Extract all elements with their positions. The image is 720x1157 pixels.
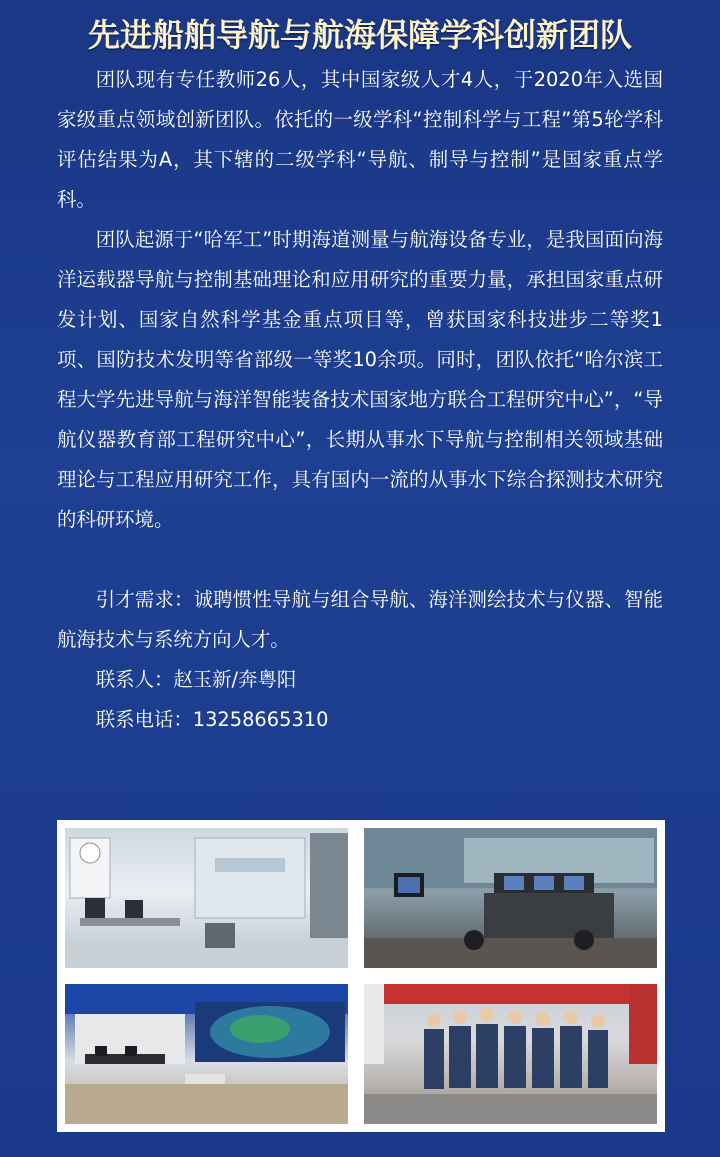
page-title: 先进船舶导航与航海保障学科创新团队 [87, 16, 632, 54]
recruitment-paragraph: 引才需求：诚聘惯性导航与组合导航、海洋测绘技术与仪器、智能航海技术与系统方向人才。 [57, 588, 663, 651]
body-text [57, 60, 663, 740]
research-center-photo [65, 984, 348, 1124]
contact-phone: 联系电话：13258665310 [95, 708, 329, 731]
lab-photo [65, 828, 348, 968]
bridge-simulator-photo [364, 828, 657, 968]
contact-person: 联系人：赵玉新/奔粤阳 [95, 668, 297, 691]
intro-paragraph: 团队现有专任教师26人，其中国家级人才4人，于2020年入选国家级重点领域创新团队。依托的一级学科“控制科学与工程”第5轮学科评估结果为A，其下辖的二级学科“导航、制导与控制”是国家重点学科。 [57, 68, 663, 211]
team-group-photo [364, 984, 657, 1124]
history-paragraph: 团队起源于“哈军工”时期海道测量与航海设备专业，是我国面向海洋运载器导航与控制基础理论和应用研究的重要力量，承担国家重点研发计划、国家自然科学基金重点项目等，曾获国家科技进步二等奖1项、国防技术发明等省部级一等奖10余项。同时，团队依托“哈尔滨工程大学先进导航与海洋智能装备技术国家地方联合工程研究中心”，“导航仪器教育部工程研究中心”，长期从事水下导航与控制相关领域基础理论与工程应用研究工作，具有国内一流的从事水下综合探测技术研究的科研环境。 [57, 228, 663, 531]
photo-collage [57, 820, 665, 1132]
